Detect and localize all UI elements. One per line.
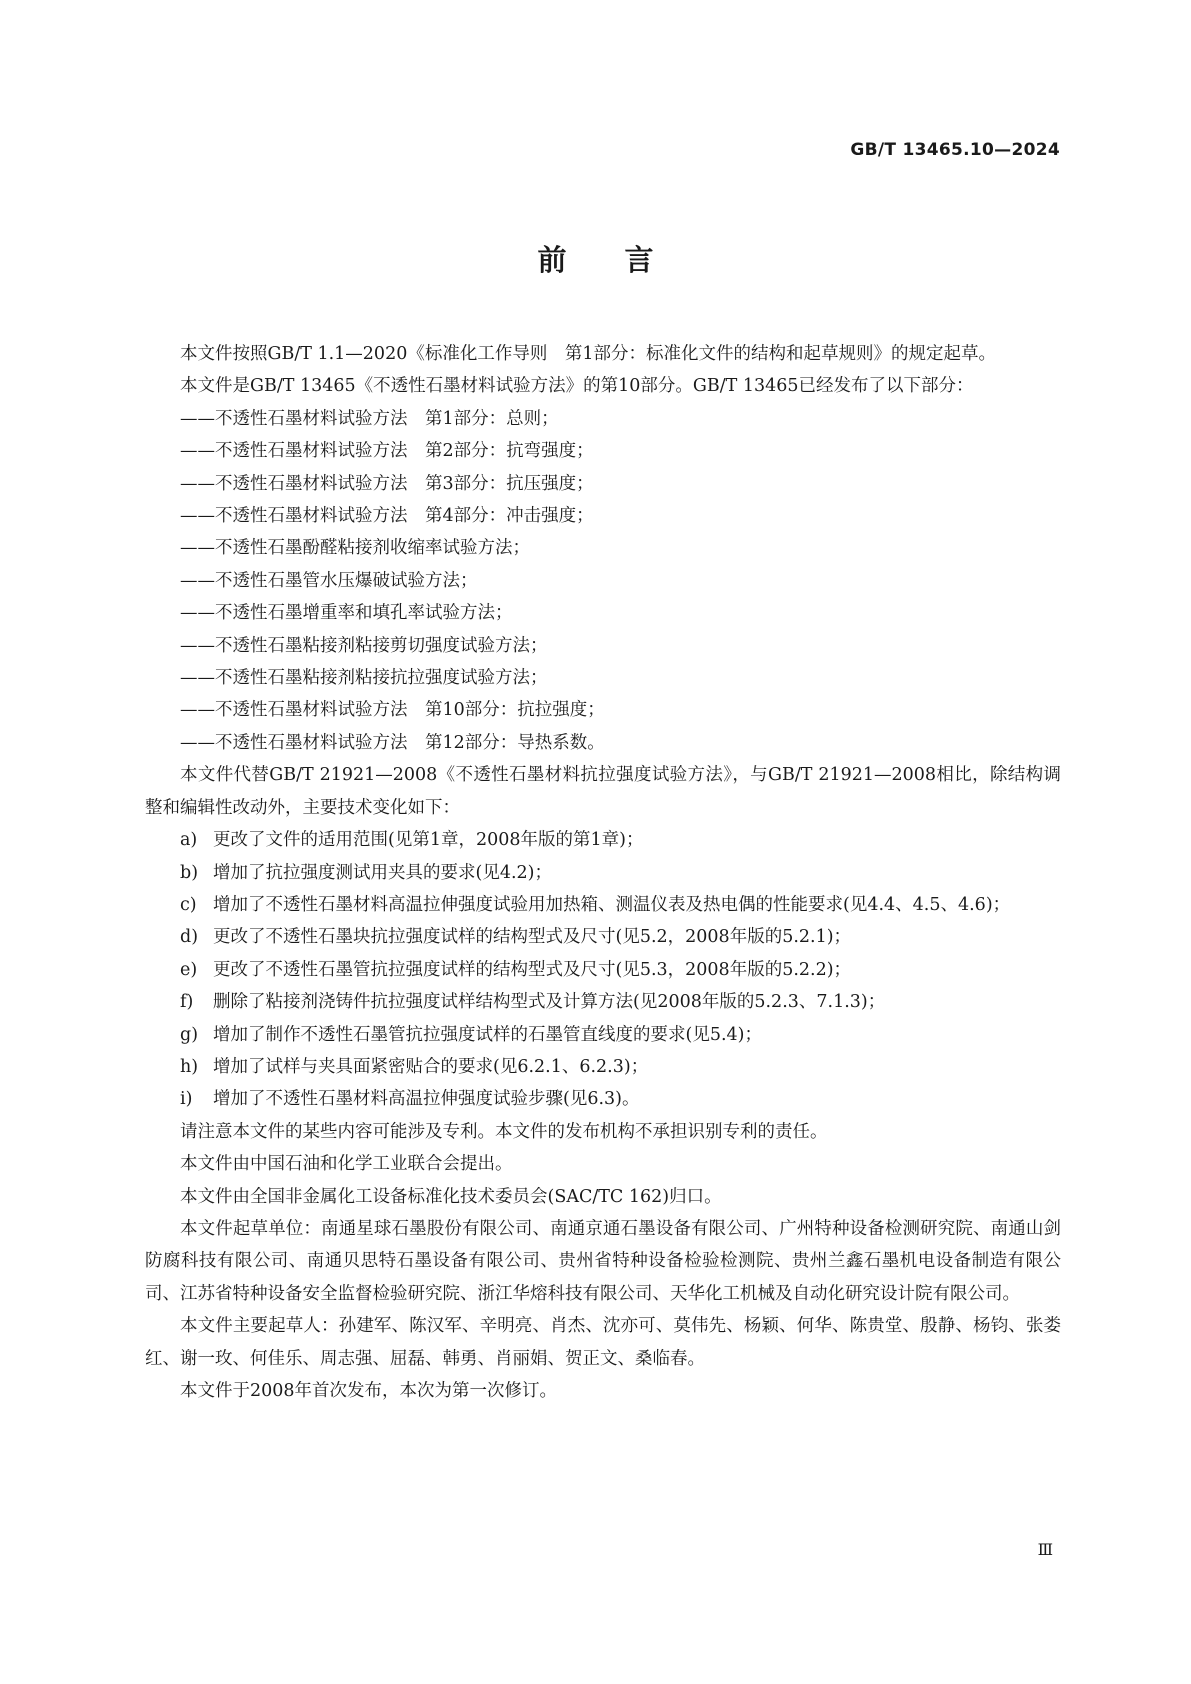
change-item <box>145 1051 1061 1083</box>
list-item: ——不透性石墨管水压爆破试验方法； <box>180 570 478 591</box>
change-item <box>145 1083 1061 1115</box>
change-text: 增加了不透性石墨材料高温拉伸强度试验用加热箱、测温仪表及热电偶的性能要求(见4.4、4.5、4.6)； <box>213 894 1011 915</box>
change-text: 删除了粘接剂浇铸件抗拉强度试样结构型式及计算方法(见2008年版的5.2.3、7.1.3)； <box>213 992 886 1013</box>
page-number: Ⅲ <box>1037 1540 1053 1559</box>
change-label: b) <box>180 862 199 883</box>
document-body <box>145 338 1061 1407</box>
list-item: ——不透性石墨材料试验方法 第2部分：抗弯强度； <box>180 441 594 462</box>
change-item <box>145 824 1061 856</box>
paragraph-series-parts: 本文件是GB/T 13465《不透性石墨材料试验方法》的第10部分。GB/T 13465已经发布了以下部分： <box>180 376 974 397</box>
paragraph-publication-history: 本文件于2008年首次发布，本次为第一次修订。 <box>180 1381 558 1401</box>
paragraph-drafting-organizations: 本文件起草单位：南通星球石墨股份有限公司、南通京通石墨设备有限公司、广州特种设备检测研究院、南通山剑防腐科技有限公司、南通贝思特石墨设备有限公司、贵州省特种设备检验检测院、贵州兰鑫石墨机电设备制造有限公司、江苏省特种设备安全监督检验研究院、浙江华熔科技有限公司、天华化工机械及自动化研究设计院有限公司。 <box>145 1218 1061 1304</box>
list-item: ——不透性石墨粘接剂粘接剪切强度试验方法； <box>180 635 548 656</box>
paragraph-main-drafters: 本文件主要起草人：孙建军、陈汉军、辛明亮、肖杰、沈亦可、莫伟先、杨颖、何华、陈贵堂、殷静、杨钧、张娄红、谢一玫、何佳乐、周志强、屈磊、韩勇、肖丽娟、贺正文、桑临春。 <box>145 1316 1061 1369</box>
paragraph-drafting-rules: 本文件按照GB/T 1.1—2020《标准化工作导则 第1部分：标准化文件的结构和起草规则》的规定起草。 <box>180 344 996 364</box>
change-item <box>145 857 1061 889</box>
paragraph-responsible-committee: 本文件由全国非金属化工设备标准化技术委员会(SAC/TC 162)归口。 <box>180 1186 722 1207</box>
list-item: ——不透性石墨材料试验方法 第3部分：抗压强度； <box>180 473 594 494</box>
changes-list <box>145 824 1061 1116</box>
change-text: 增加了不透性石墨材料高温拉伸强度试验步骤(见6.3)。 <box>213 1089 640 1110</box>
paragraph-proposed-by: 本文件由中国石油和化学工业联合会提出。 <box>180 1154 513 1175</box>
list-item: ——不透性石墨材料试验方法 第1部分：总则； <box>180 408 559 429</box>
page-title: 前言 <box>537 243 712 277</box>
change-label: c) <box>180 894 197 915</box>
change-label: i) <box>180 1089 193 1110</box>
change-item <box>145 889 1061 921</box>
change-item <box>145 1019 1061 1051</box>
paragraph-replaces: 本文件代替GB/T 21921—2008《不透性石墨材料抗拉强度试验方法》，与GB/T 21921—2008相比，除结构调整和编辑性改动外，主要技术变化如下： <box>145 765 1061 818</box>
change-label: g) <box>180 1024 199 1045</box>
change-text: 更改了不透性石墨块抗拉强度试样的结构型式及尺寸(见5.2，2008年版的5.2.1)； <box>213 927 852 948</box>
standard-code: GB/T 13465.10—2024 <box>850 140 1060 160</box>
change-text: 增加了制作不透性石墨管抗拉强度试样的石墨管直线度的要求(见5.4)； <box>213 1024 762 1045</box>
change-text: 增加了试样与夹具面紧密贴合的要求(见6.2.1、6.2.3)； <box>213 1056 649 1077</box>
change-label: e) <box>180 959 198 980</box>
change-label: h) <box>180 1056 199 1077</box>
change-text: 更改了不透性石墨管抗拉强度试样的结构型式及尺寸(见5.3，2008年版的5.2.2)； <box>213 959 852 980</box>
change-item <box>145 921 1061 953</box>
change-item <box>145 986 1061 1018</box>
change-label: a) <box>180 830 198 851</box>
list-item: ——不透性石墨材料试验方法 第10部分：抗拉强度； <box>180 700 605 721</box>
paragraph-patent-notice: 请注意本文件的某些内容可能涉及专利。本文件的发布机构不承担识别专利的责任。 <box>180 1121 828 1142</box>
list-item: ——不透性石墨材料试验方法 第12部分：导热系数。 <box>180 732 605 753</box>
change-label: d) <box>180 927 199 948</box>
parts-list <box>145 403 1061 759</box>
list-item: ——不透性石墨增重率和填孔率试验方法； <box>180 603 513 624</box>
list-item: ——不透性石墨材料试验方法 第4部分：冲击强度； <box>180 506 594 527</box>
change-text: 增加了抗拉强度测试用夹具的要求(见4.2)； <box>213 862 552 883</box>
change-item <box>145 954 1061 986</box>
change-label: f) <box>180 992 194 1013</box>
change-text: 更改了文件的适用范围(见第1章，2008年版的第1章)； <box>213 830 644 851</box>
list-item: ——不透性石墨粘接剂粘接抗拉强度试验方法； <box>180 668 548 689</box>
list-item: ——不透性石墨酚醛粘接剂收缩率试验方法； <box>180 538 530 559</box>
